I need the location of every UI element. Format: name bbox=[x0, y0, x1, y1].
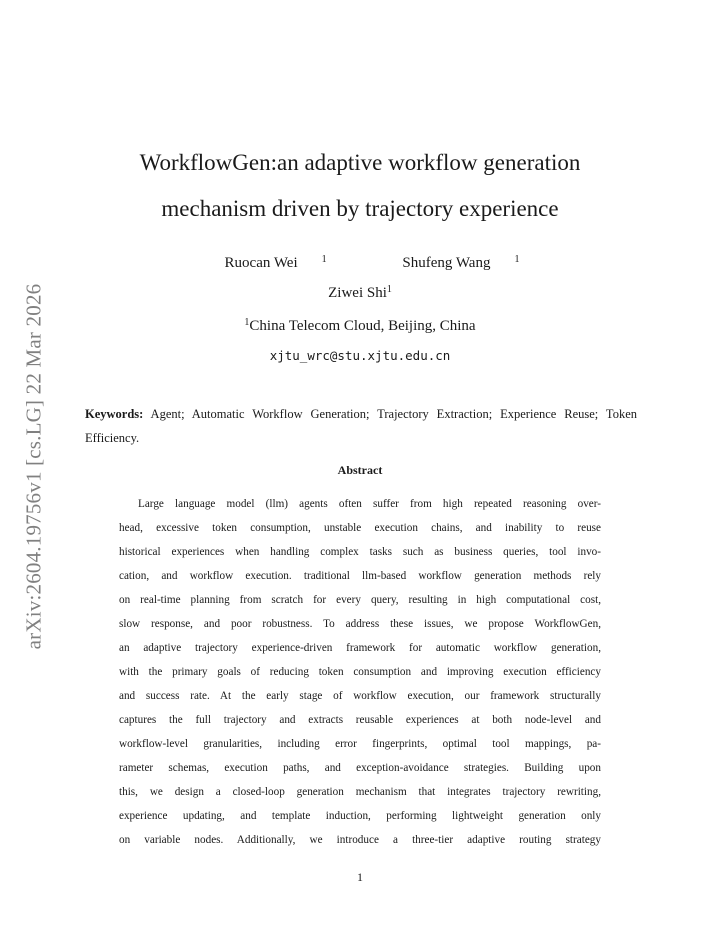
arxiv-stamp-text: arXiv:2604.19756v1 [cs.LG] 22 Mar 2026 bbox=[21, 283, 46, 649]
keywords-label: Keywords: bbox=[85, 407, 144, 421]
abstract-line: and success rate. At the early stage of workflow execution, our framework structurally bbox=[119, 690, 601, 702]
author-name: Shufeng Wang bbox=[402, 255, 491, 271]
paper-title bbox=[90, 140, 630, 232]
affiliation bbox=[90, 310, 630, 342]
abstract-heading: Abstract bbox=[337, 463, 383, 477]
author-name: Ziwei Shi bbox=[328, 285, 387, 301]
affiliation-mark: 1 bbox=[386, 284, 392, 295]
abstract-line: Large language model (llm) agents often suffer from high repeated reasoning over- bbox=[138, 498, 601, 510]
page-number: 1 bbox=[357, 870, 363, 884]
affiliation-mark: 1 bbox=[244, 317, 250, 328]
abstract-line: rameter schemas, execution paths, and exception-avoidance strategies. Building upon bbox=[119, 762, 601, 774]
abstract-line: this, we design a closed-loop generation mechanism that integrates trajectory rewriting, bbox=[119, 786, 601, 798]
abstract-line: historical experiences when handling complex tasks such as business queries, tool invo- bbox=[119, 546, 601, 558]
author bbox=[328, 285, 392, 301]
abstract-line: with the primary goals of reducing token consumption and improving execution efficiency bbox=[119, 666, 601, 678]
abstract-line: an adaptive trajectory experience-driven framework for automatic workflow generation, bbox=[119, 642, 601, 654]
abstract-line: cation, and workflow execution. traditional llm-based workflow generation methods rely bbox=[119, 570, 601, 582]
abstract-line: captures the full trajectory and extracts reusable experiences at both node-level and bbox=[119, 714, 601, 726]
author-name: Ruocan Wei bbox=[224, 255, 298, 271]
abstract-line: workflow-level granularities, including error fingerprints, optimal tool mappings, pa- bbox=[119, 738, 601, 750]
arxiv-stamp bbox=[14, 258, 54, 674]
author-row-2 bbox=[90, 280, 630, 310]
title-line-2: mechanism driven by trajectory experience bbox=[161, 196, 559, 221]
author bbox=[378, 255, 519, 271]
author-block bbox=[90, 250, 630, 370]
abstract-line: on real-time planning from scratch for every query, resulting in high computational cost, bbox=[119, 594, 601, 606]
abstract-line: slow response, and poor robustness. To address these issues, we propose WorkflowGen, bbox=[119, 618, 601, 630]
keywords-block bbox=[85, 402, 637, 450]
email-address: xjtu_wrc@stu.xjtu.edu.cn bbox=[269, 348, 451, 363]
affiliation-mark: 1 bbox=[321, 254, 327, 265]
author-row-1 bbox=[90, 250, 630, 280]
affiliation-mark: 1 bbox=[514, 254, 520, 265]
abstract-line: head, excessive token consumption, unstable execution chains, and inability to reuse bbox=[119, 522, 601, 534]
abstract-line: on variable nodes. Additionally, we introduce a three-tier adaptive routing strategy bbox=[119, 834, 601, 846]
abstract-line: experience updating, and template induction, performing lightweight generation only bbox=[119, 810, 601, 822]
author bbox=[201, 255, 327, 271]
title-line-1: WorkflowGen:an adaptive workflow generation bbox=[139, 150, 581, 175]
affiliation-text: China Telecom Cloud, Beijing, China bbox=[249, 318, 476, 334]
keywords-text: Agent; Automatic Workflow Generation; Trajectory Extraction; Experience Reuse; Token Efficiency. bbox=[85, 407, 637, 445]
abstract-body bbox=[119, 492, 601, 852]
